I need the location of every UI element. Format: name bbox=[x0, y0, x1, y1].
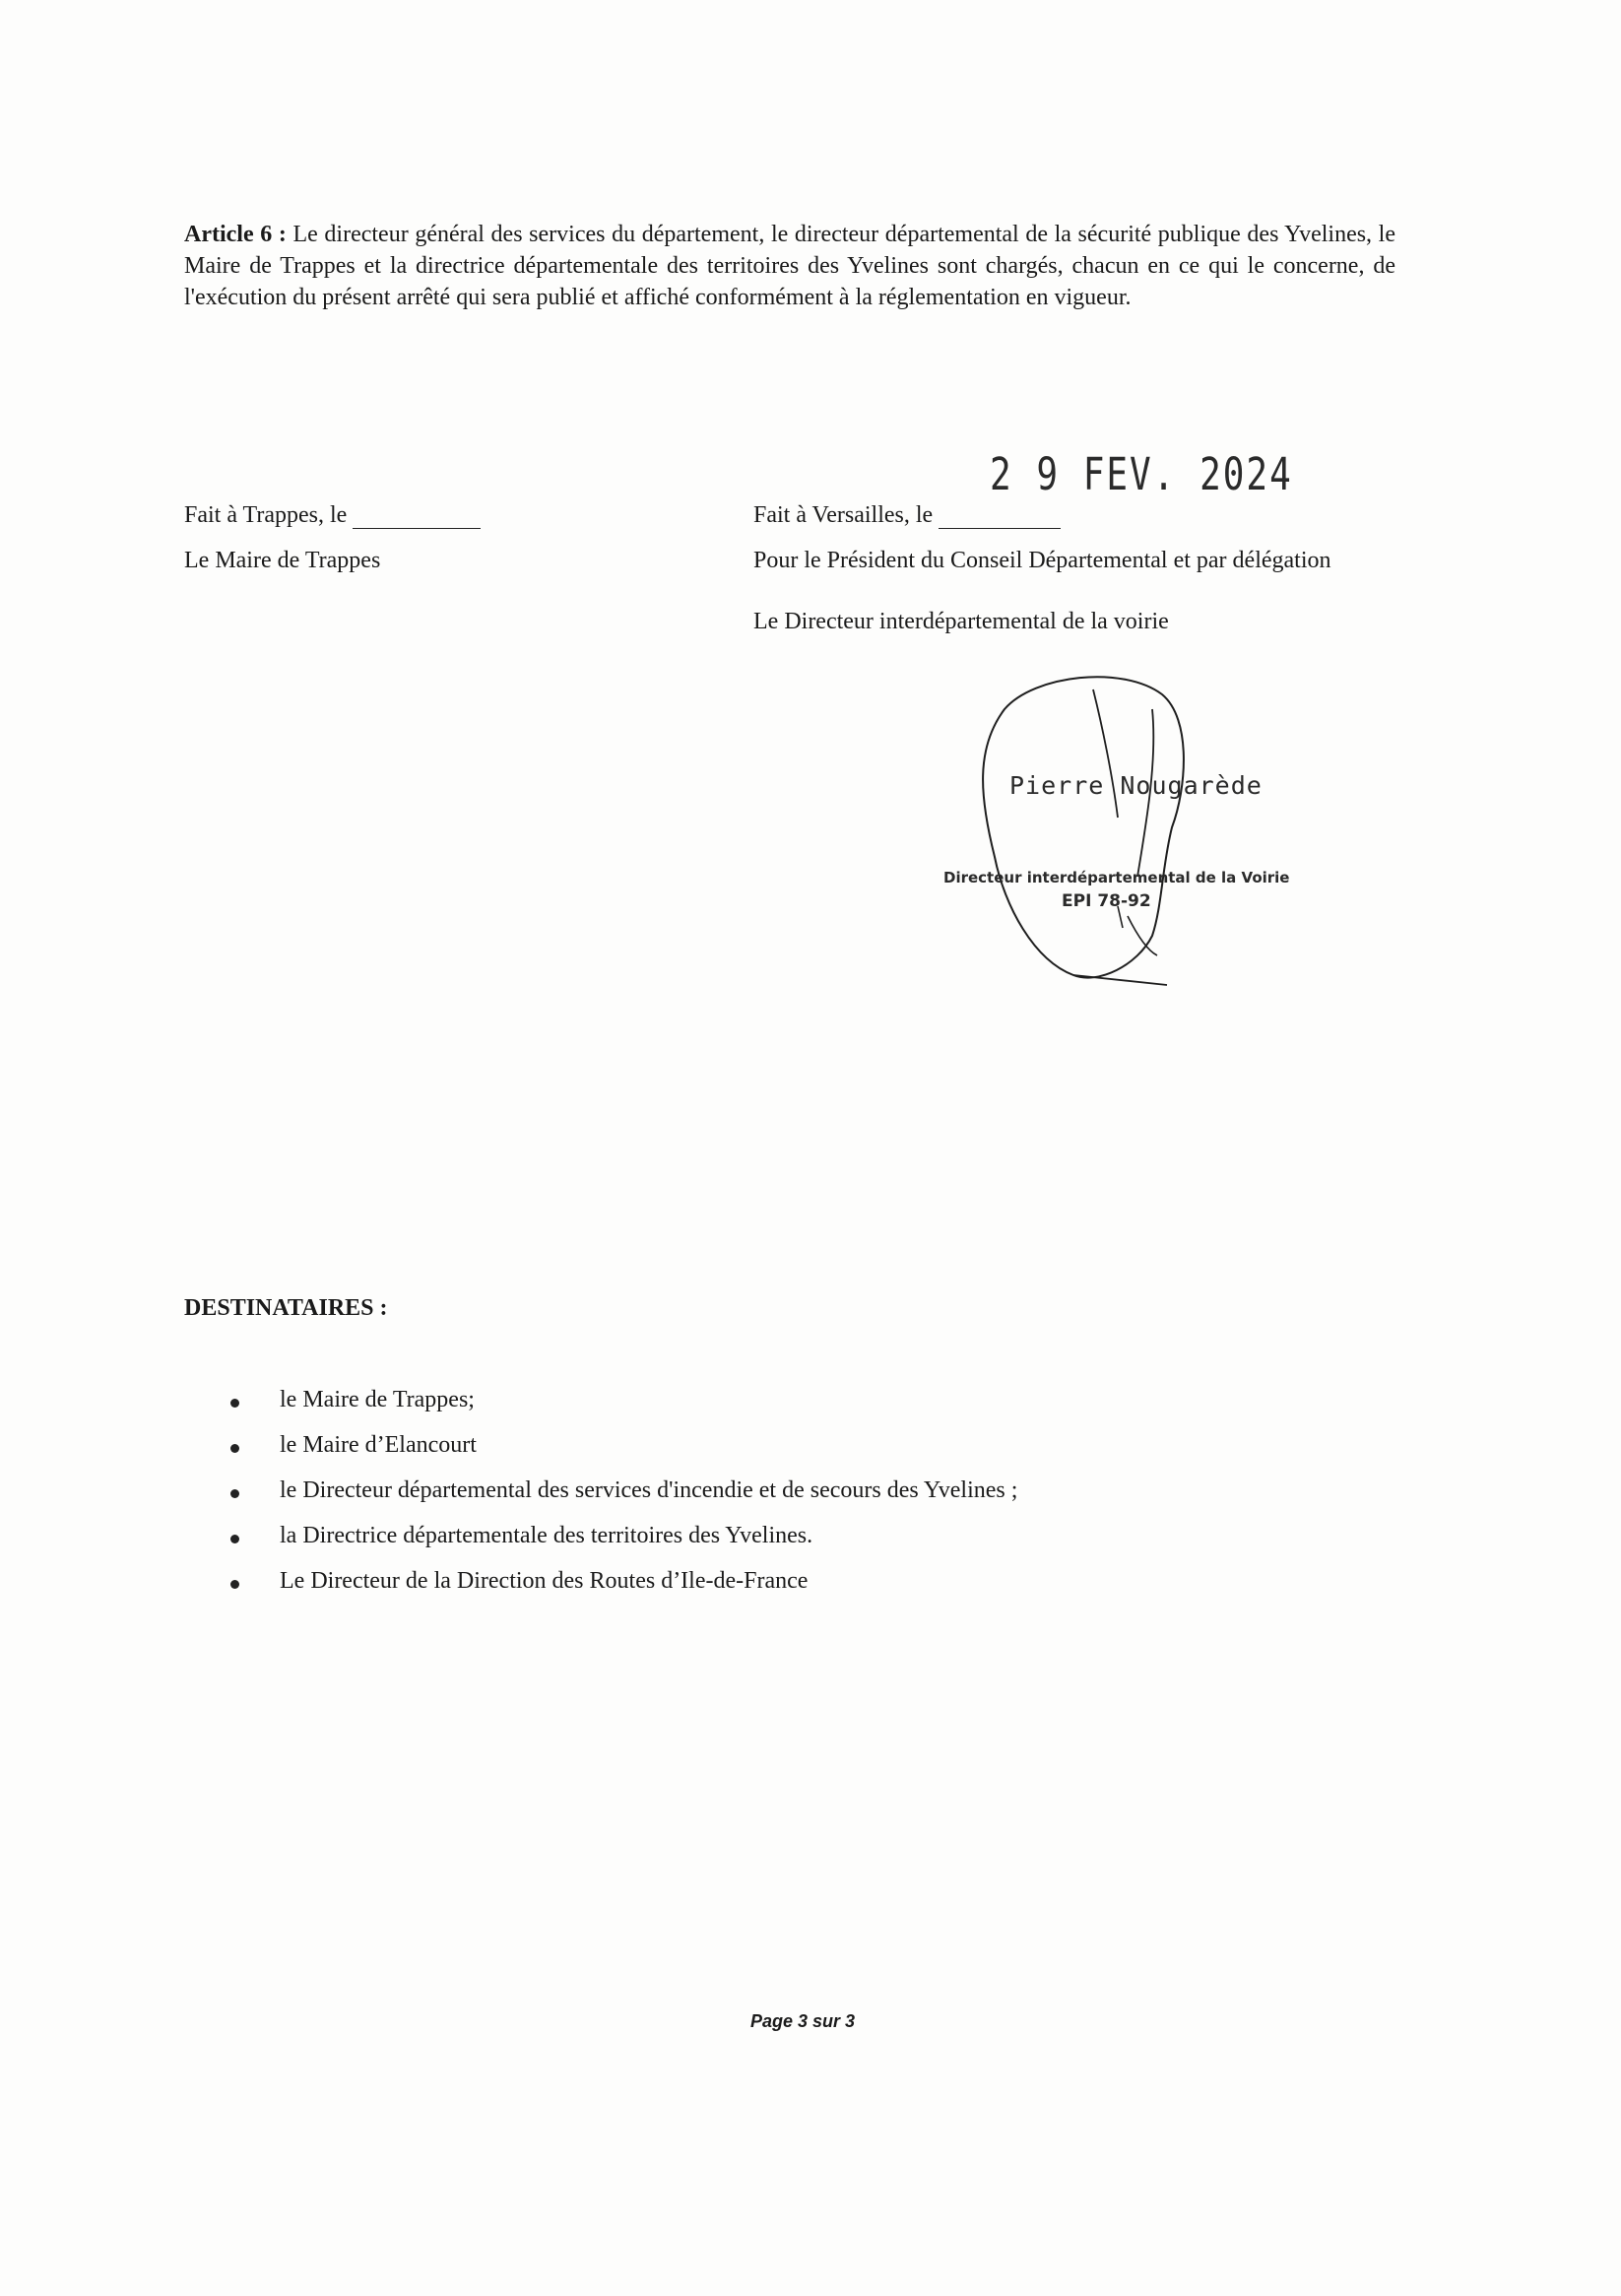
recipients-title: DESTINATAIRES : bbox=[184, 1295, 388, 1321]
signatory-title-versailles: Le Directeur interdépartemental de la voirie bbox=[753, 609, 1169, 634]
handwritten-signature bbox=[926, 670, 1300, 995]
recipient-item: le Directeur départemental des services d'incendie et de secours des Yvelines ; bbox=[227, 1475, 1017, 1520]
date-stamp: 2 9 FEV. 2024 bbox=[990, 450, 1293, 501]
article-label: Article 6 : bbox=[184, 222, 287, 247]
stamp-title: Directeur interdépartemental de la Voirie bbox=[943, 869, 1290, 886]
recipients-list bbox=[227, 1384, 1017, 1610]
page-number: Page 3 sur 3 bbox=[749, 2011, 856, 2031]
signatory-role-versailles: Pour le Président du Conseil Départemental et par délégation bbox=[753, 548, 1331, 573]
stamp-epi: EPI 78-92 bbox=[1062, 891, 1151, 911]
recipient-item: le Maire de Trappes; bbox=[227, 1384, 1017, 1429]
page-footer bbox=[0, 2011, 1621, 2032]
signature-block-trappes bbox=[184, 497, 481, 574]
stamp-name: Pierre Nougarède bbox=[1009, 771, 1263, 800]
recipient-item: Le Directeur de la Direction des Routes d’Ile-de-France bbox=[227, 1565, 1017, 1610]
place-date-versailles: Fait à Versailles, le bbox=[753, 502, 934, 528]
signature-block-versailles bbox=[753, 497, 1331, 635]
recipient-item: la Directrice départementale des territoires des Yvelines. bbox=[227, 1520, 1017, 1565]
article-text: Le directeur général des services du département, le directeur départemental de la sécurité publique des Yvelines, le Maire de Trappes et la directrice départementale des territoires des Yvelines sont chargés, chacun en ce qui le concerne, de l'exécution du présent arrêté qui sera publié et affiché conformément à la réglementation en vigueur. bbox=[184, 222, 1395, 310]
date-blank-trappes bbox=[353, 504, 481, 529]
date-blank-versailles bbox=[939, 504, 1061, 529]
article-6 bbox=[184, 219, 1395, 313]
place-date-trappes: Fait à Trappes, le bbox=[184, 502, 348, 528]
signatory-role-trappes: Le Maire de Trappes bbox=[184, 548, 381, 573]
recipient-item: le Maire d’Elancourt bbox=[227, 1429, 1017, 1475]
